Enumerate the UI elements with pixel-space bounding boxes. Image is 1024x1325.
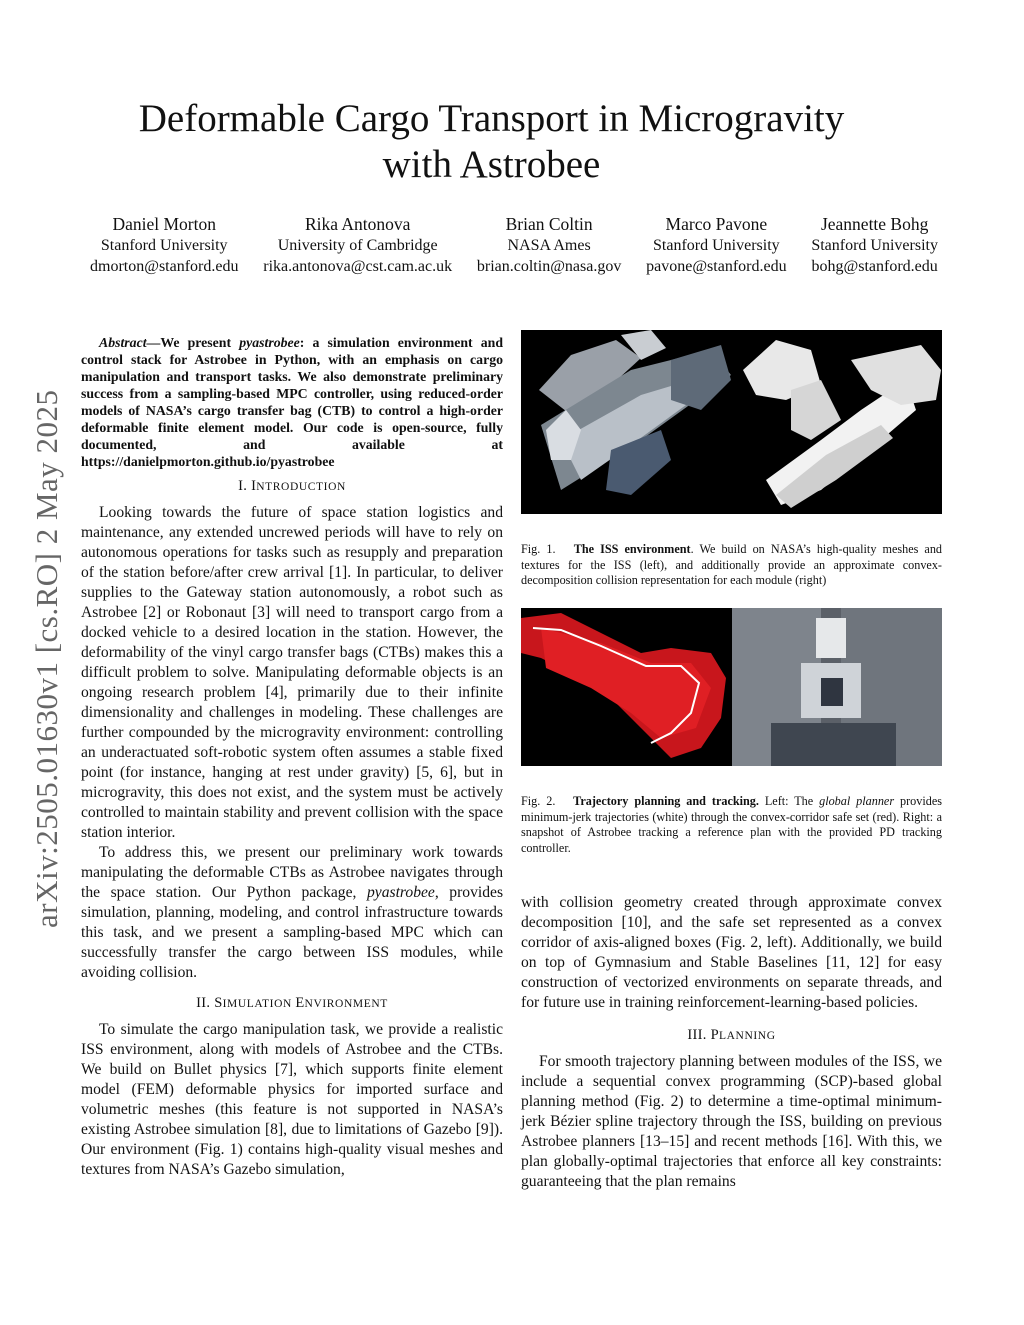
author-name: Daniel Morton	[112, 214, 216, 234]
abstract-package-name: pyastrobee	[239, 335, 300, 350]
paragraph: To address this, we present our preliminary work towards manipulating the deformable CTBs as Astrobee navigates through the space station. Our Python package, pyastrobee, provides simulation, planning, modeling, and control infrastructure towards this task, and we present a sampling-based MPC which can successfully transfer the cargo between ISS modules, while avoiding collision.	[81, 844, 504, 981]
figure-2-image	[521, 608, 942, 766]
paper-title	[0, 96, 983, 188]
right-column	[521, 893, 942, 1192]
package-name: pyastrobee	[367, 884, 435, 901]
figure-1-image	[521, 330, 942, 514]
astrobee-tracking-render	[732, 608, 942, 766]
author-block	[477, 213, 621, 277]
title-line-1: Deformable Cargo Transport in Microgravity	[138, 97, 845, 140]
author-name: Marco Pavone	[665, 214, 768, 234]
paragraph: Looking towards the future of space station logistics and maintenance, any extended uncrewed periods will have to rely on autonomous operations for tasks such as resupply and preparation of the station before/after crew arrival [1]. In particular, to deliver supplies to the Gateway station autonomously, a robot such as Astrobee [2] or Robonaut [3] will need to transport cargo from a docked vehicle to a desired location in the station. However, the deformability of the vinyl cargo transfer bags (CTBs) makes this a difficult problem to solve. Manipulating deformable objects is an ongoing research problem [4], primarily due to their infinite dimensionality and challenges in modeling. These challenges are further compounded by the microgravity environment: controlling an underactuated soft-robotic system often assumes a stable fixed point (for instance, hanging at rest under gravity) [5, 6], but in microgravity, this does not exist, and the system must be actively controlled to maintain stability and prevent collision with the space station interior.	[81, 504, 503, 841]
arxiv-identifier: arXiv:2505.01630v1 [cs.RO] 2 May 2025	[29, 389, 64, 928]
author-email: pavone@stanford.edu	[646, 258, 787, 275]
author-name: Brian Coltin	[505, 214, 593, 234]
author-block	[646, 213, 786, 277]
paragraph: with collision geometry created through approximate convex decomposition [10], and the safe set represented as a convex corridor of axis-aligned boxes (Fig. 2, left). Additionally, we build on top of Gymnasium and Stable Baselines [11, 12] for easy construction of vectorized environments on separate threads, and for future use in training reinforcement-learning-based policies.	[521, 894, 942, 1011]
author-email: dmorton@stanford.edu	[90, 258, 239, 275]
author-block	[263, 213, 452, 277]
author-affiliation: Stanford University	[100, 237, 228, 254]
author-list	[90, 213, 938, 277]
paragraph: For smooth trajectory planning between modules of the ISS, we include a sequential convex programming (SCP)-based global planning method (Fig. 2) to determine a time-optimal minimum-jerk Bézier spline trajectory through the ISS, building on previous Astrobee planners [13–15] and recent methods [16]. With this, we plan globally-optimal trajectories that enforce all key constraints: guaranteeing that the plan remains	[521, 1053, 942, 1190]
section-heading-introduction: I. INTRODUCTION	[238, 478, 346, 494]
author-affiliation: Stanford University	[653, 237, 780, 254]
author-email: brian.coltin@nasa.gov	[476, 258, 622, 275]
section-heading-simulation-environment: II. SIMULATION ENVIRONMENT	[196, 995, 388, 1011]
abstract-text: : a simulation environment and control stack for Astrobee in Python, with an emphasis on cargo manipulation and transport tasks. We also demonstrate preliminary success from a sampling-based MPC controller, using reduced-order models of NASA’s cargo transfer bag (CTB) to control a high-order deformable finite element model. Our code is open-source, fully documented, and available at https://danielpmorton.github.io/pyastrobee	[81, 335, 503, 469]
abstract	[81, 334, 503, 470]
author-block	[90, 213, 238, 277]
author-name: Rika Antonova	[304, 214, 411, 234]
author-affiliation: NASA Ames	[507, 237, 591, 254]
abstract-dash: —We present	[146, 335, 240, 350]
author-affiliation: University of Cambridge	[277, 237, 438, 254]
author-block	[811, 213, 938, 277]
author-email: bohg@stanford.edu	[811, 258, 938, 275]
title-line-2: with Astrobee	[382, 143, 601, 186]
author-email: rika.antonova@cst.cam.ac.uk	[263, 258, 453, 275]
author-affiliation: Stanford University	[811, 237, 938, 254]
figure-1-caption: Fig. 1. The ISS environment. We build on NASA’s high-quality meshes and textures for the ISS (left), and additionally provide an approximate convex-decomposition collision representation for each module (right)	[521, 542, 943, 587]
paragraph: To simulate the cargo manipulation task, we provide a realistic ISS environment, along with models of Astrobee and the CTBs. We build on Bullet physics [7], which supports finite element model (FEM) deformable physics for imported surface and volumetric meshes (this feature is not supported in NASA’s existing Astrobee simulation [8], due to limitations of Gazebo [9]). Our environment (Fig. 1) contains high-quality visual meshes and textures from NASA’s Gazebo simulation,	[81, 1021, 503, 1178]
author-name: Jeannette Bohg	[820, 214, 929, 234]
left-column	[81, 334, 503, 1180]
figure-2-caption: Fig. 2. Trajectory planning and tracking. Left: The global planner provides minimum-jerk trajectories (white) through the convex-corridor safe set (red). Right: a snapshot of Astrobee tracking a reference plan with the provided PD tracking controller.	[521, 794, 942, 855]
section-heading-planning: III. PLANNING	[687, 1027, 776, 1043]
abstract-label: Abstract	[99, 335, 147, 350]
